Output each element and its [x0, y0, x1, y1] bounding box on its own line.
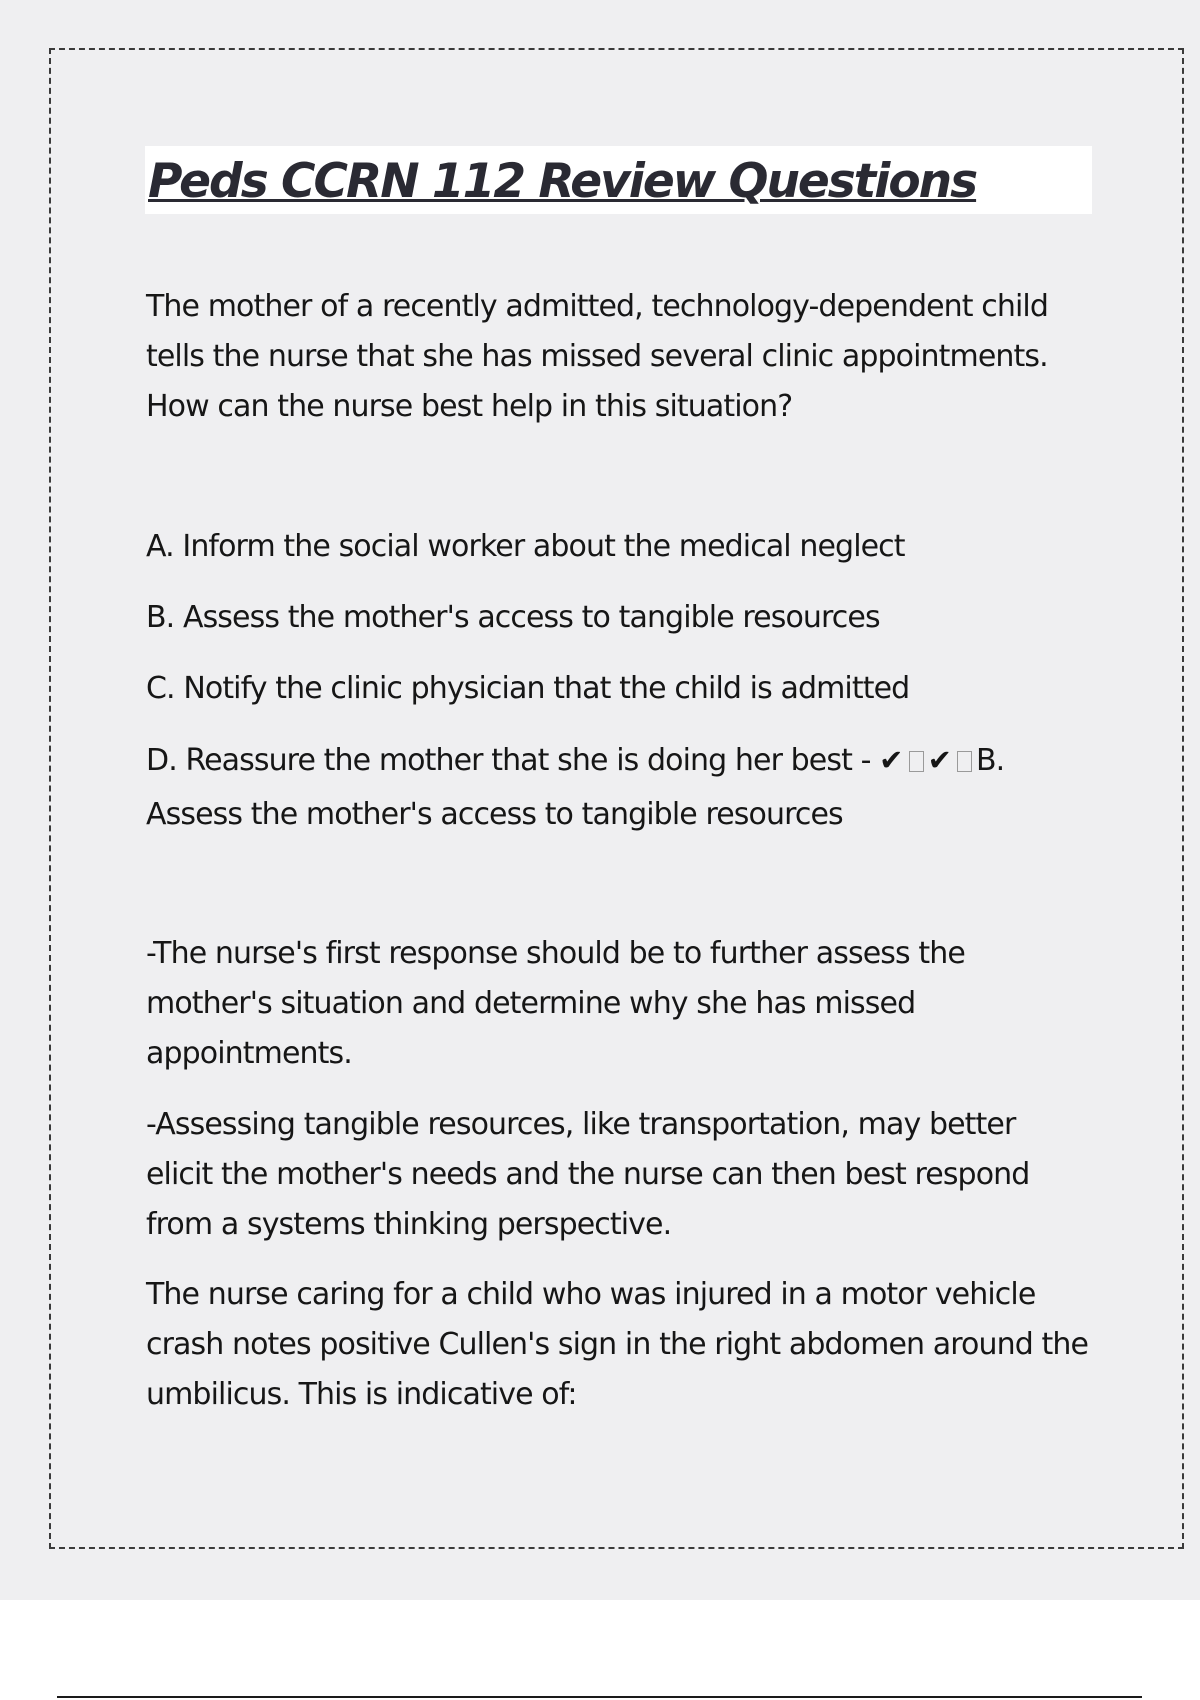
- document-title: Peds CCRN 112 Review Questions: [148, 154, 977, 209]
- rationale-2: -Assessing tangible resources, like transportation, may better elicit the mother's needs and the nurse can then best respond from a systems thinking perspective.: [146, 1107, 1030, 1242]
- footer-rule: [57, 1696, 1142, 1698]
- rationale-1: -The nurse's first response should be to further assess the mother's situation and determine why she has missed appointments.: [146, 936, 965, 1071]
- answer-prefix: B.: [975, 743, 1005, 778]
- option-b: B. Assess the mother's access to tangible resources: [146, 600, 880, 635]
- option-d: [146, 735, 1096, 786]
- answer-text: Assess the mother's access to tangible resources: [146, 797, 843, 832]
- check-mark-icon: ✔: [879, 743, 903, 777]
- option-a: A. Inform the social worker about the medical neglect: [146, 529, 905, 564]
- question-1-stem: The mother of a recently admitted, technology-dependent child tells the nurse that she has missed several clinic appointments. How can the nurse best help in this situation?: [146, 289, 1048, 424]
- missing-glyph-box-icon: [909, 751, 924, 772]
- question-2-stem: The nurse caring for a child who was injured in a motor vehicle crash notes positive Cullen's sign in the right abdomen around the umbilicus. This is indicative of:: [146, 1277, 1089, 1412]
- missing-glyph-box-icon: [957, 751, 972, 772]
- check-mark-icon: ✔: [927, 743, 951, 777]
- option-d-label: D. Reassure the mother that she is doing her best -: [146, 743, 871, 778]
- option-c: C. Notify the clinic physician that the child is admitted: [146, 671, 910, 706]
